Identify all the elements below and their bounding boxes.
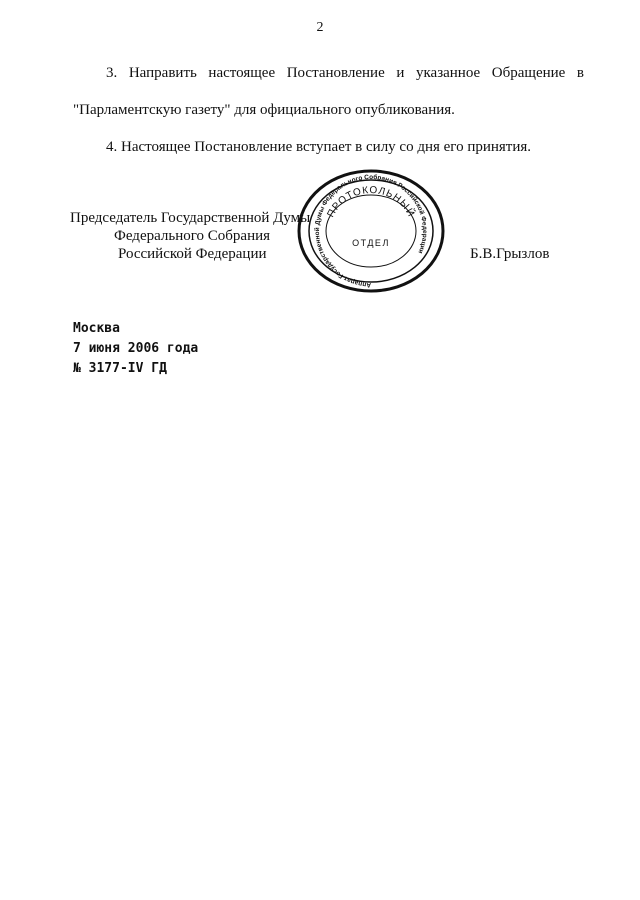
- document-city: Москва: [73, 321, 120, 336]
- signatory-title-line-3: Российской Федерации: [118, 246, 267, 262]
- document-date: 7 июня 2006 года: [73, 341, 199, 356]
- paragraph-3-line-2: "Парламентскую газету" для официального опубликования.: [73, 102, 455, 118]
- paragraph-3-line-1: 3. Направить настоящее Постановление и указанное Обращение в: [106, 65, 584, 81]
- document-number: № 3177-IV ГД: [73, 361, 167, 376]
- signatory-title-line-2: Федерального Собрания: [114, 228, 271, 244]
- page-number: 2: [316, 20, 324, 35]
- stamp-inner-bottom-text: ОТДЕЛ: [352, 238, 390, 248]
- signatory-title-line-1: Председатель Государственной Думы: [70, 210, 311, 226]
- official-stamp: [296, 168, 446, 294]
- stamp-inner-top-text: ПРОТОКОЛЬНЫЙ: [325, 184, 417, 220]
- signatory-name: Б.В.Грызлов: [470, 246, 550, 262]
- stamp-outer-text: Аппарат Государственной Думы Федерального Собрания Российской Федерации: [313, 173, 429, 289]
- paragraph-4: 4. Настоящее Постановление вступает в силу со дня его принятия.: [106, 139, 532, 155]
